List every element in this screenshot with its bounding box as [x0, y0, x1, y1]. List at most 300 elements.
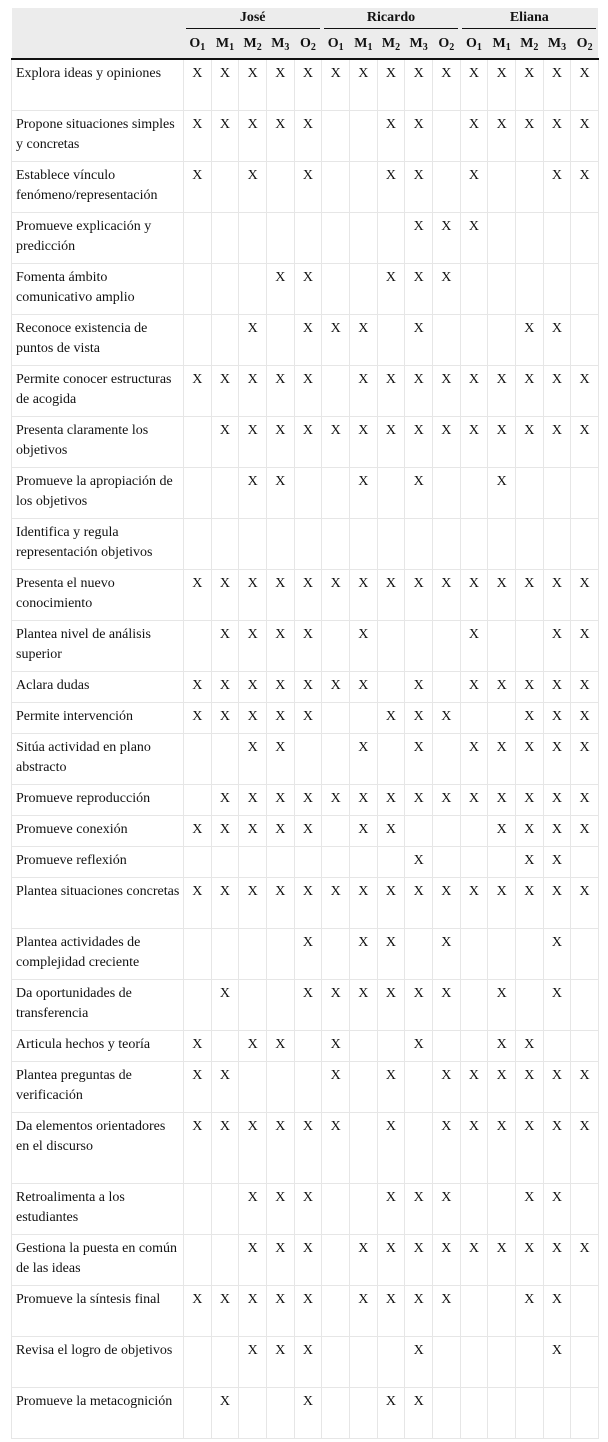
mark-cell: X [239, 877, 267, 928]
mark-cell: X [266, 467, 294, 518]
mark-cell: X [322, 1112, 350, 1183]
mark-cell: X [460, 365, 488, 416]
criterion-label: Permite intervención [12, 702, 184, 733]
mark-cell: X [211, 620, 239, 671]
mark-cell [515, 212, 543, 263]
mark-cell: X [571, 1061, 599, 1112]
mark-cell: X [184, 877, 212, 928]
mark-cell [432, 733, 460, 784]
mark-cell [350, 702, 378, 733]
mark-cell [543, 212, 571, 263]
mark-cell: X [322, 59, 350, 110]
table-row [12, 1336, 599, 1387]
criterion-label: Promueve la síntesis final [12, 1285, 184, 1336]
mark-cell [377, 212, 405, 263]
mark-cell: X [515, 1234, 543, 1285]
mark-cell: X [543, 979, 571, 1030]
mark-cell: X [488, 59, 516, 110]
mark-cell [571, 314, 599, 365]
mark-cell [322, 1234, 350, 1285]
session-letter: O [466, 35, 477, 51]
mark-cell: X [488, 784, 516, 815]
mark-cell [322, 815, 350, 846]
mark-cell: X [571, 671, 599, 702]
mark-cell: X [377, 1183, 405, 1234]
mark-cell: X [322, 671, 350, 702]
table-row [12, 518, 599, 569]
mark-cell [350, 212, 378, 263]
mark-cell [515, 518, 543, 569]
mark-cell [294, 1030, 322, 1061]
mark-cell [266, 928, 294, 979]
mark-cell [543, 467, 571, 518]
mark-cell: X [350, 671, 378, 702]
session-header [322, 29, 350, 59]
mark-cell: X [488, 1061, 516, 1112]
criterion-label: Plantea nivel de análisis superior [12, 620, 184, 671]
mark-cell [543, 263, 571, 314]
mark-cell: X [239, 620, 267, 671]
mark-cell: X [266, 877, 294, 928]
mark-cell: X [294, 161, 322, 212]
mark-cell [294, 518, 322, 569]
mark-cell: X [460, 416, 488, 467]
mark-cell [571, 1183, 599, 1234]
criterion-label: Promueve reproducción [12, 784, 184, 815]
table-row [12, 212, 599, 263]
mark-cell [460, 1285, 488, 1336]
mark-cell: X [405, 59, 433, 110]
mark-cell [460, 314, 488, 365]
mark-cell: X [543, 365, 571, 416]
mark-cell: X [515, 846, 543, 877]
mark-cell: X [350, 620, 378, 671]
mark-cell: X [266, 263, 294, 314]
criterion-label: Da oportunidades de transferencia [12, 979, 184, 1030]
mark-cell: X [488, 416, 516, 467]
mark-cell [488, 1387, 516, 1438]
mark-cell: X [350, 877, 378, 928]
criterion-label: Plantea actividades de complejidad creciente [12, 928, 184, 979]
mark-cell [322, 1183, 350, 1234]
table-row [12, 1183, 599, 1234]
mark-cell [432, 1387, 460, 1438]
mark-cell [571, 467, 599, 518]
mark-cell: X [377, 263, 405, 314]
mark-cell: X [405, 846, 433, 877]
mark-cell: X [543, 1061, 571, 1112]
session-number: 2 [395, 41, 401, 53]
mark-cell [432, 467, 460, 518]
mark-cell: X [211, 110, 239, 161]
mark-cell: X [211, 1112, 239, 1183]
mark-cell: X [294, 1285, 322, 1336]
mark-cell: X [239, 1336, 267, 1387]
session-letter: M [547, 35, 562, 51]
mark-cell: X [432, 416, 460, 467]
mark-cell [460, 702, 488, 733]
mark-cell: X [377, 928, 405, 979]
mark-cell: X [515, 110, 543, 161]
mark-cell [322, 620, 350, 671]
mark-cell: X [266, 702, 294, 733]
mark-cell: X [488, 365, 516, 416]
table-row [12, 702, 599, 733]
criterion-label: Fomenta ámbito comunicativo amplio [12, 263, 184, 314]
mark-cell [432, 1336, 460, 1387]
mark-cell: X [515, 1112, 543, 1183]
mark-cell: X [350, 928, 378, 979]
mark-cell [515, 979, 543, 1030]
mark-cell: X [405, 365, 433, 416]
mark-cell [350, 1112, 378, 1183]
session-number: 3 [422, 41, 428, 53]
mark-cell [322, 110, 350, 161]
mark-cell: X [211, 1285, 239, 1336]
mark-cell [211, 1030, 239, 1061]
mark-cell [488, 1336, 516, 1387]
session-number: 2 [310, 41, 316, 53]
mark-cell [571, 263, 599, 314]
mark-cell: X [266, 815, 294, 846]
mark-cell [184, 733, 212, 784]
mark-cell: X [294, 671, 322, 702]
mark-cell: X [377, 59, 405, 110]
mark-cell [294, 467, 322, 518]
mark-cell [184, 467, 212, 518]
mark-cell: X [543, 1112, 571, 1183]
mark-cell: X [460, 59, 488, 110]
mark-cell: X [377, 365, 405, 416]
mark-cell: X [405, 263, 433, 314]
label-subheader-cell [12, 29, 184, 59]
mark-cell [322, 702, 350, 733]
mark-cell: X [460, 877, 488, 928]
mark-cell: X [543, 846, 571, 877]
mark-cell [184, 518, 212, 569]
mark-cell: X [322, 416, 350, 467]
mark-cell [488, 620, 516, 671]
session-header [211, 29, 239, 59]
mark-cell: X [377, 1234, 405, 1285]
mark-cell [571, 928, 599, 979]
mark-cell [350, 161, 378, 212]
mark-cell: X [405, 1387, 433, 1438]
criterion-label: Presenta claramente los objetivos [12, 416, 184, 467]
table-body [12, 59, 599, 1438]
mark-cell: X [488, 110, 516, 161]
mark-cell [571, 979, 599, 1030]
mark-cell [350, 1387, 378, 1438]
table-row [12, 1112, 599, 1183]
mark-cell [377, 518, 405, 569]
mark-cell: X [294, 815, 322, 846]
mark-cell: X [515, 59, 543, 110]
table-row [12, 365, 599, 416]
criterion-label: Explora ideas y opiniones [12, 59, 184, 110]
mark-cell: X [377, 110, 405, 161]
mark-cell: X [460, 1112, 488, 1183]
mark-cell: X [294, 620, 322, 671]
mark-cell [377, 846, 405, 877]
mark-cell: X [239, 161, 267, 212]
mark-cell: X [460, 784, 488, 815]
mark-cell [184, 1234, 212, 1285]
mark-cell: X [515, 1061, 543, 1112]
mark-cell [350, 263, 378, 314]
table-row [12, 416, 599, 467]
mark-cell: X [239, 1234, 267, 1285]
mark-cell: X [460, 733, 488, 784]
mark-cell: X [405, 702, 433, 733]
mark-cell [432, 620, 460, 671]
mark-cell [571, 1285, 599, 1336]
mark-cell: X [515, 1030, 543, 1061]
mark-cell: X [543, 110, 571, 161]
session-header [515, 29, 543, 59]
criterion-label: Articula hechos y teoría [12, 1030, 184, 1061]
mark-cell: X [405, 1030, 433, 1061]
table-row [12, 1061, 599, 1112]
mark-cell: X [322, 979, 350, 1030]
session-header-row [12, 29, 599, 59]
mark-cell: X [184, 59, 212, 110]
mark-cell [405, 1061, 433, 1112]
mark-cell [460, 928, 488, 979]
mark-cell [405, 815, 433, 846]
mark-cell [239, 1061, 267, 1112]
mark-cell [350, 1183, 378, 1234]
mark-cell: X [432, 1112, 460, 1183]
mark-cell [377, 314, 405, 365]
mark-cell [239, 1387, 267, 1438]
mark-cell: X [266, 1112, 294, 1183]
mark-cell [405, 1112, 433, 1183]
mark-cell: X [377, 979, 405, 1030]
mark-cell: X [377, 1061, 405, 1112]
mark-cell: X [515, 733, 543, 784]
mark-cell: X [460, 161, 488, 212]
session-number: 2 [449, 41, 455, 53]
mark-cell: X [515, 416, 543, 467]
mark-cell: X [377, 569, 405, 620]
table-header [12, 8, 599, 59]
mark-cell: X [405, 110, 433, 161]
mark-cell: X [211, 569, 239, 620]
session-number: 1 [338, 41, 344, 53]
teacher-header-row [12, 8, 599, 29]
mark-cell [294, 1061, 322, 1112]
mark-cell: X [266, 1030, 294, 1061]
mark-cell: X [294, 1183, 322, 1234]
mark-cell [294, 212, 322, 263]
session-letter: O [576, 35, 588, 51]
mark-cell: X [377, 877, 405, 928]
mark-cell: X [294, 1387, 322, 1438]
mark-cell: X [488, 1030, 516, 1061]
mark-cell [322, 263, 350, 314]
mark-cell: X [432, 59, 460, 110]
mark-cell [211, 161, 239, 212]
mark-cell: X [377, 702, 405, 733]
session-header [239, 29, 267, 59]
mark-cell: X [460, 671, 488, 702]
mark-cell: X [377, 1285, 405, 1336]
mark-cell [488, 518, 516, 569]
mark-cell [515, 620, 543, 671]
mark-cell [350, 1030, 378, 1061]
mark-cell [211, 314, 239, 365]
mark-cell [266, 314, 294, 365]
criterion-label: Sitúa actividad en plano abstracto [12, 733, 184, 784]
mark-cell [184, 784, 212, 815]
mark-cell: X [405, 1285, 433, 1336]
mark-cell: X [488, 979, 516, 1030]
mark-cell [266, 161, 294, 212]
mark-cell: X [211, 1387, 239, 1438]
mark-cell: X [239, 784, 267, 815]
mark-cell [184, 1183, 212, 1234]
mark-cell: X [405, 212, 433, 263]
criterion-label: Promueve explicación y predicción [12, 212, 184, 263]
mark-cell: X [266, 59, 294, 110]
mark-cell [571, 1030, 599, 1061]
mark-cell [460, 518, 488, 569]
mark-cell: X [488, 733, 516, 784]
mark-cell [211, 1336, 239, 1387]
mark-cell: X [184, 110, 212, 161]
mark-cell: X [405, 1234, 433, 1285]
mark-cell: X [571, 110, 599, 161]
mark-cell: X [322, 784, 350, 815]
mark-cell: X [405, 877, 433, 928]
session-letter: O [300, 35, 311, 51]
mark-cell: X [488, 877, 516, 928]
table-row [12, 928, 599, 979]
mark-cell [211, 467, 239, 518]
criterion-label: Propone situaciones simples y concretas [12, 110, 184, 161]
mark-cell: X [377, 416, 405, 467]
mark-cell: X [515, 1285, 543, 1336]
mark-cell: X [432, 702, 460, 733]
mark-cell: X [239, 314, 267, 365]
mark-cell: X [460, 1234, 488, 1285]
mark-cell [377, 671, 405, 702]
mark-cell: X [571, 733, 599, 784]
mark-cell: X [571, 784, 599, 815]
mark-cell [211, 1183, 239, 1234]
mark-cell: X [294, 928, 322, 979]
session-number: 2 [587, 41, 593, 53]
mark-cell: X [266, 569, 294, 620]
session-number: 1 [200, 41, 206, 53]
mark-cell [432, 518, 460, 569]
mark-cell: X [266, 416, 294, 467]
mark-cell [294, 846, 322, 877]
mark-cell: X [239, 59, 267, 110]
mark-cell [515, 161, 543, 212]
mark-cell [488, 212, 516, 263]
mark-cell: X [571, 416, 599, 467]
mark-cell [488, 263, 516, 314]
session-letter: O [438, 35, 450, 51]
mark-cell [350, 1061, 378, 1112]
mark-cell [543, 518, 571, 569]
mark-cell: X [543, 1285, 571, 1336]
mark-cell: X [405, 416, 433, 467]
table-row [12, 671, 599, 702]
mark-cell [460, 263, 488, 314]
mark-cell: X [405, 161, 433, 212]
mark-cell: X [294, 1112, 322, 1183]
mark-cell [460, 815, 488, 846]
mark-cell [571, 212, 599, 263]
teacher-name: Ricardo [324, 9, 458, 29]
mark-cell: X [543, 620, 571, 671]
table-row [12, 1030, 599, 1061]
mark-cell [377, 467, 405, 518]
mark-cell [211, 1234, 239, 1285]
mark-cell: X [571, 1234, 599, 1285]
mark-cell [488, 161, 516, 212]
criterion-label: Revisa el logro de objetivos [12, 1336, 184, 1387]
mark-cell [377, 1030, 405, 1061]
mark-cell: X [350, 365, 378, 416]
mark-cell: X [350, 1285, 378, 1336]
mark-cell: X [571, 877, 599, 928]
mark-cell: X [239, 671, 267, 702]
mark-cell: X [432, 979, 460, 1030]
mark-cell: X [294, 1234, 322, 1285]
mark-cell: X [211, 979, 239, 1030]
mark-cell: X [239, 1285, 267, 1336]
mark-cell [515, 928, 543, 979]
mark-cell [184, 1336, 212, 1387]
mark-cell: X [488, 671, 516, 702]
session-header [350, 29, 378, 59]
mark-cell: X [460, 569, 488, 620]
mark-cell: X [184, 365, 212, 416]
mark-cell [515, 467, 543, 518]
mark-cell: X [294, 263, 322, 314]
mark-cell: X [184, 1030, 212, 1061]
table-row [12, 1285, 599, 1336]
mark-cell: X [460, 110, 488, 161]
mark-cell: X [211, 59, 239, 110]
mark-cell [350, 1336, 378, 1387]
session-header [460, 29, 488, 59]
mark-cell: X [350, 569, 378, 620]
table-row [12, 979, 599, 1030]
session-letter: M [520, 35, 534, 51]
criterion-label: Promueve conexión [12, 815, 184, 846]
mark-cell: X [405, 569, 433, 620]
mark-cell: X [211, 815, 239, 846]
mark-cell [294, 733, 322, 784]
mark-cell: X [571, 569, 599, 620]
mark-cell: X [488, 569, 516, 620]
session-letter: M [243, 35, 257, 51]
mark-cell: X [266, 784, 294, 815]
mark-cell: X [322, 1061, 350, 1112]
mark-cell [460, 979, 488, 1030]
mark-cell [571, 846, 599, 877]
mark-cell: X [571, 1112, 599, 1183]
mark-cell [239, 518, 267, 569]
session-header [571, 29, 599, 59]
mark-cell: X [322, 314, 350, 365]
mark-cell: X [543, 1234, 571, 1285]
